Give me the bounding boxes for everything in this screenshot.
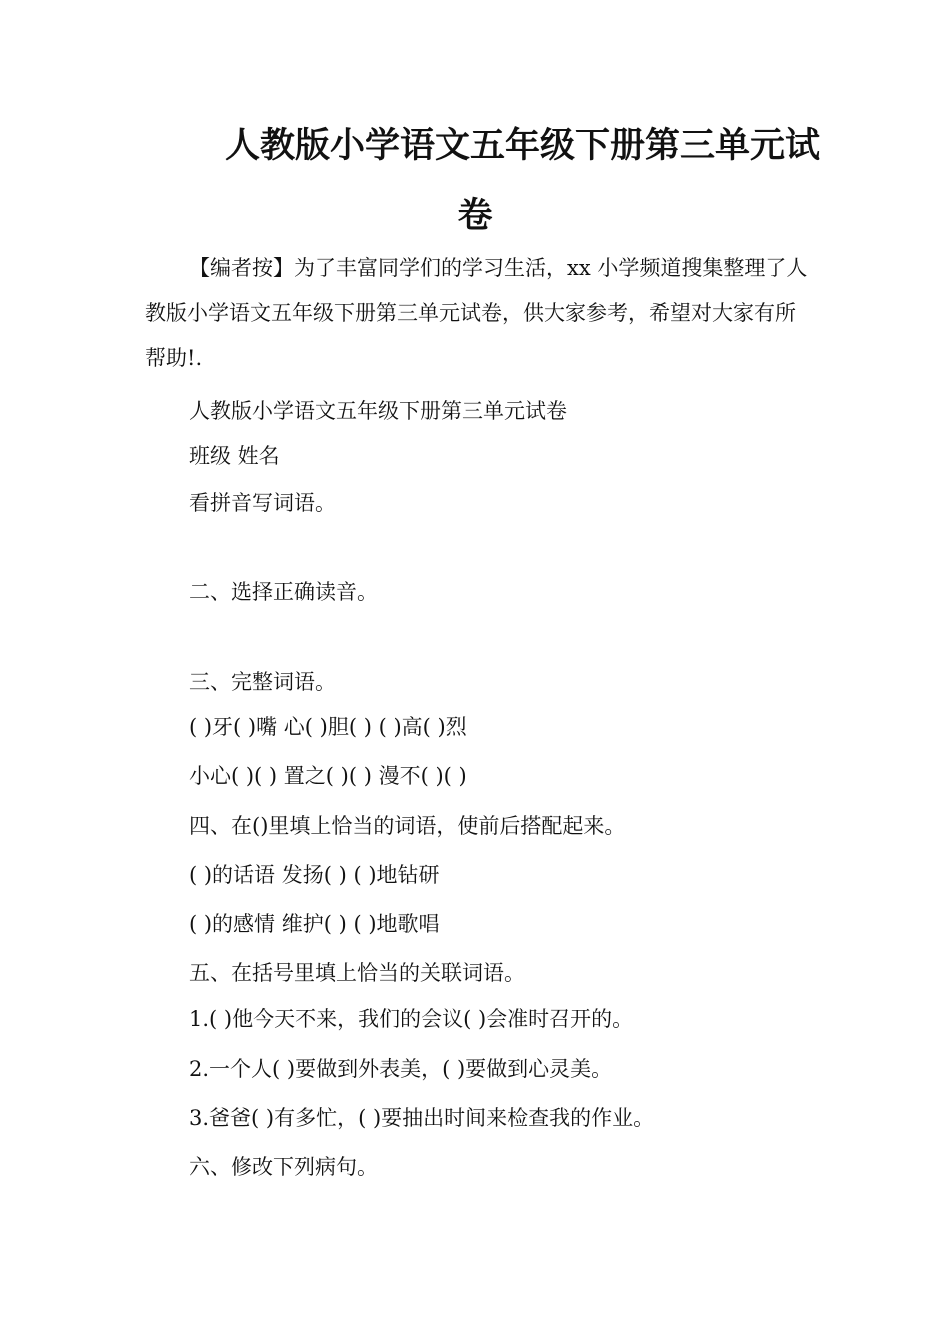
section-1-heading: 看拼音写词语。: [189, 491, 336, 515]
section-4-heading: 四、在()里填上恰当的词语，使前后搭配起来。: [189, 814, 626, 838]
section-3-heading: 三、完整词语。: [189, 670, 336, 694]
section-4-row-1: ( )的话语 发扬( ) ( )地钻研: [189, 863, 440, 887]
section-4-row-2: ( )的感情 维护( ) ( )地歌唱: [189, 912, 440, 936]
section-5-heading: 五、在括号里填上恰当的关联词语。: [189, 961, 525, 985]
section-2-heading: 二、选择正确读音。: [189, 580, 378, 604]
class-name-line: 班级 姓名: [189, 444, 280, 468]
editor-note-text: 【编者按】为了丰富同学们的学习生活，xx 小学频道搜集整理了人教版小学语文五年级下册第三单元试卷，供大家参考，希望对大家有所帮助!.: [145, 256, 808, 370]
exam-heading: 人教版小学语文五年级下册第三单元试卷: [189, 399, 567, 423]
section-5-item-2: 2.一个人( )要做到外表美，( )要做到心灵美。: [189, 1057, 613, 1081]
document-title-line-1: 人教版小学语文五年级下册第三单元试: [225, 126, 821, 166]
section-5-item-3: 3.爸爸( )有多忙，( )要抽出时间来检查我的作业。: [189, 1106, 655, 1130]
document-title-line-2: 卷: [457, 196, 493, 236]
editor-note-paragraph: [145, 246, 810, 381]
section-3-row-1: ( )牙( )嘴 心( )胆( ) ( )高( )烈: [189, 715, 467, 739]
section-5-item-1: 1.( )他今天不来，我们的会议( )会准时召开的。: [189, 1007, 634, 1031]
section-3-row-2: 小心( )( ) 置之( )( ) 漫不( )( ): [189, 764, 467, 788]
section-6-heading: 六、修改下列病句。: [189, 1155, 378, 1179]
